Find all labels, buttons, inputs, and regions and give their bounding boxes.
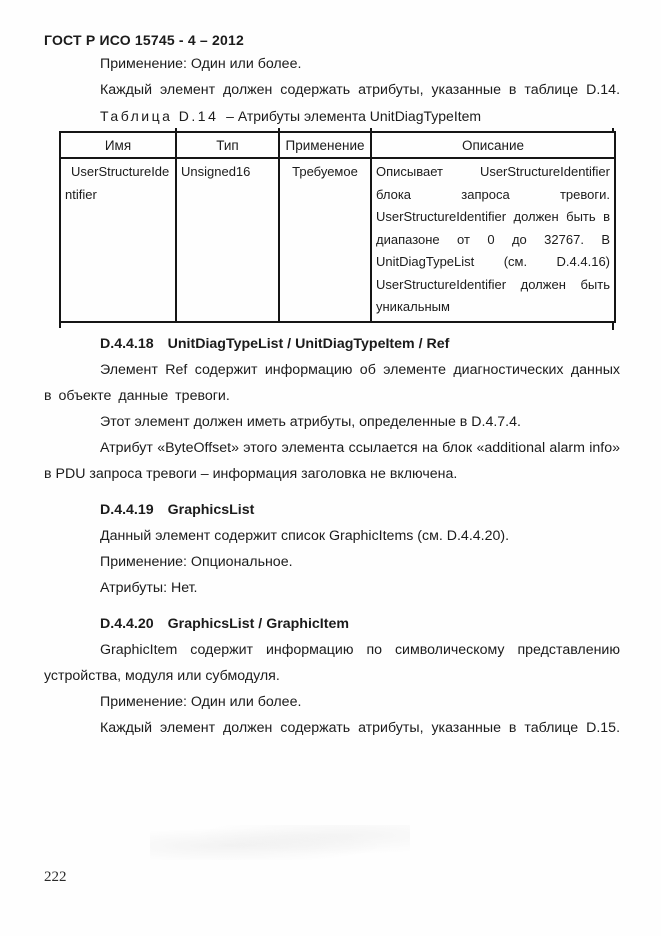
section-heading: [44, 611, 620, 637]
section-title: UnitDiagTypeList / UnitDiagTypeItem / Ref: [167, 335, 450, 352]
table-caption: [44, 103, 620, 129]
paragraph: Атрибуты: Нет.: [100, 579, 198, 596]
paragraph: Каждый элемент должен содержать атрибуты, указанные в таблице D.15.: [100, 719, 621, 736]
section-heading: [44, 497, 620, 523]
section-title: GraphicsList / GraphicItem: [167, 615, 349, 632]
page-number: 222: [44, 869, 67, 885]
paragraph: Атрибут «ByteOffset» этого элемента ссылается на блок «additional alarm info» в PDU запроса тревоги – информация заголовка не включена.: [44, 439, 620, 482]
table-wrapper: [44, 131, 620, 323]
section-number: D.4.4.20: [100, 615, 154, 632]
scan-line-overshoot: [59, 321, 61, 328]
section-title: GraphicsList: [167, 501, 255, 518]
scan-tick: [612, 128, 614, 132]
scan-line-overshoot: [612, 321, 614, 330]
section-number: D.4.4.19: [100, 501, 154, 518]
column-header-usage: Применение: [279, 132, 371, 158]
column-header-description: Описание: [371, 132, 615, 158]
table-caption-label: Таблица D.14: [100, 108, 219, 124]
doc-header: ГОСТ Р ИСО 15745 - 4 – 2012: [44, 32, 244, 48]
paragraph: GraphicItem содержит информацию по символическому представлению устройства, модуля или субмодуля.: [44, 641, 620, 684]
scan-tick: [175, 128, 177, 132]
column-header-type: Тип: [176, 132, 279, 158]
cell-name: UserStructureIdentifier: [60, 158, 176, 322]
paragraph: Применение: Опциональное.: [100, 553, 293, 570]
paragraph: Применение: Один или более.: [100, 693, 302, 710]
section-number: D.4.4.18: [100, 335, 154, 352]
scan-tick: [278, 128, 280, 132]
paragraph: Каждый элемент должен содержать атрибуты, указанные в таблице D.14.: [100, 82, 621, 98]
cell-description: Описывает UserStructureIdentifier блока запроса тревоги. UserStructureIdentifier должен быть в диапазоне от 0 до 32767. В UnitDiagTypeList (см. D.4.4.16) UserStructureIdentifier должен быть уникальным: [371, 158, 615, 322]
cell-usage: Требуемое: [279, 158, 371, 322]
scan-smudge: [150, 825, 410, 860]
scan-tick: [370, 128, 372, 132]
paragraph: Элемент Ref содержит информацию об элементе диагностических данных в объекте данные тревоги.: [44, 361, 620, 404]
column-header-name: Имя: [60, 132, 176, 158]
section-heading: [44, 331, 620, 357]
paragraph: Применение: Один или более.: [100, 56, 302, 72]
cell-type: Unsigned16: [176, 158, 279, 322]
table-header-row: [60, 132, 615, 158]
table-caption-text: – Атрибуты элемента UnitDiagTypeItem: [226, 108, 482, 124]
table-row: [60, 158, 615, 322]
paragraph: Этот элемент должен иметь атрибуты, определенные в D.4.7.4.: [100, 413, 521, 430]
attributes-table: [59, 131, 616, 323]
paragraph: Данный элемент содержит список GraphicItems (см. D.4.4.20).: [100, 527, 510, 544]
